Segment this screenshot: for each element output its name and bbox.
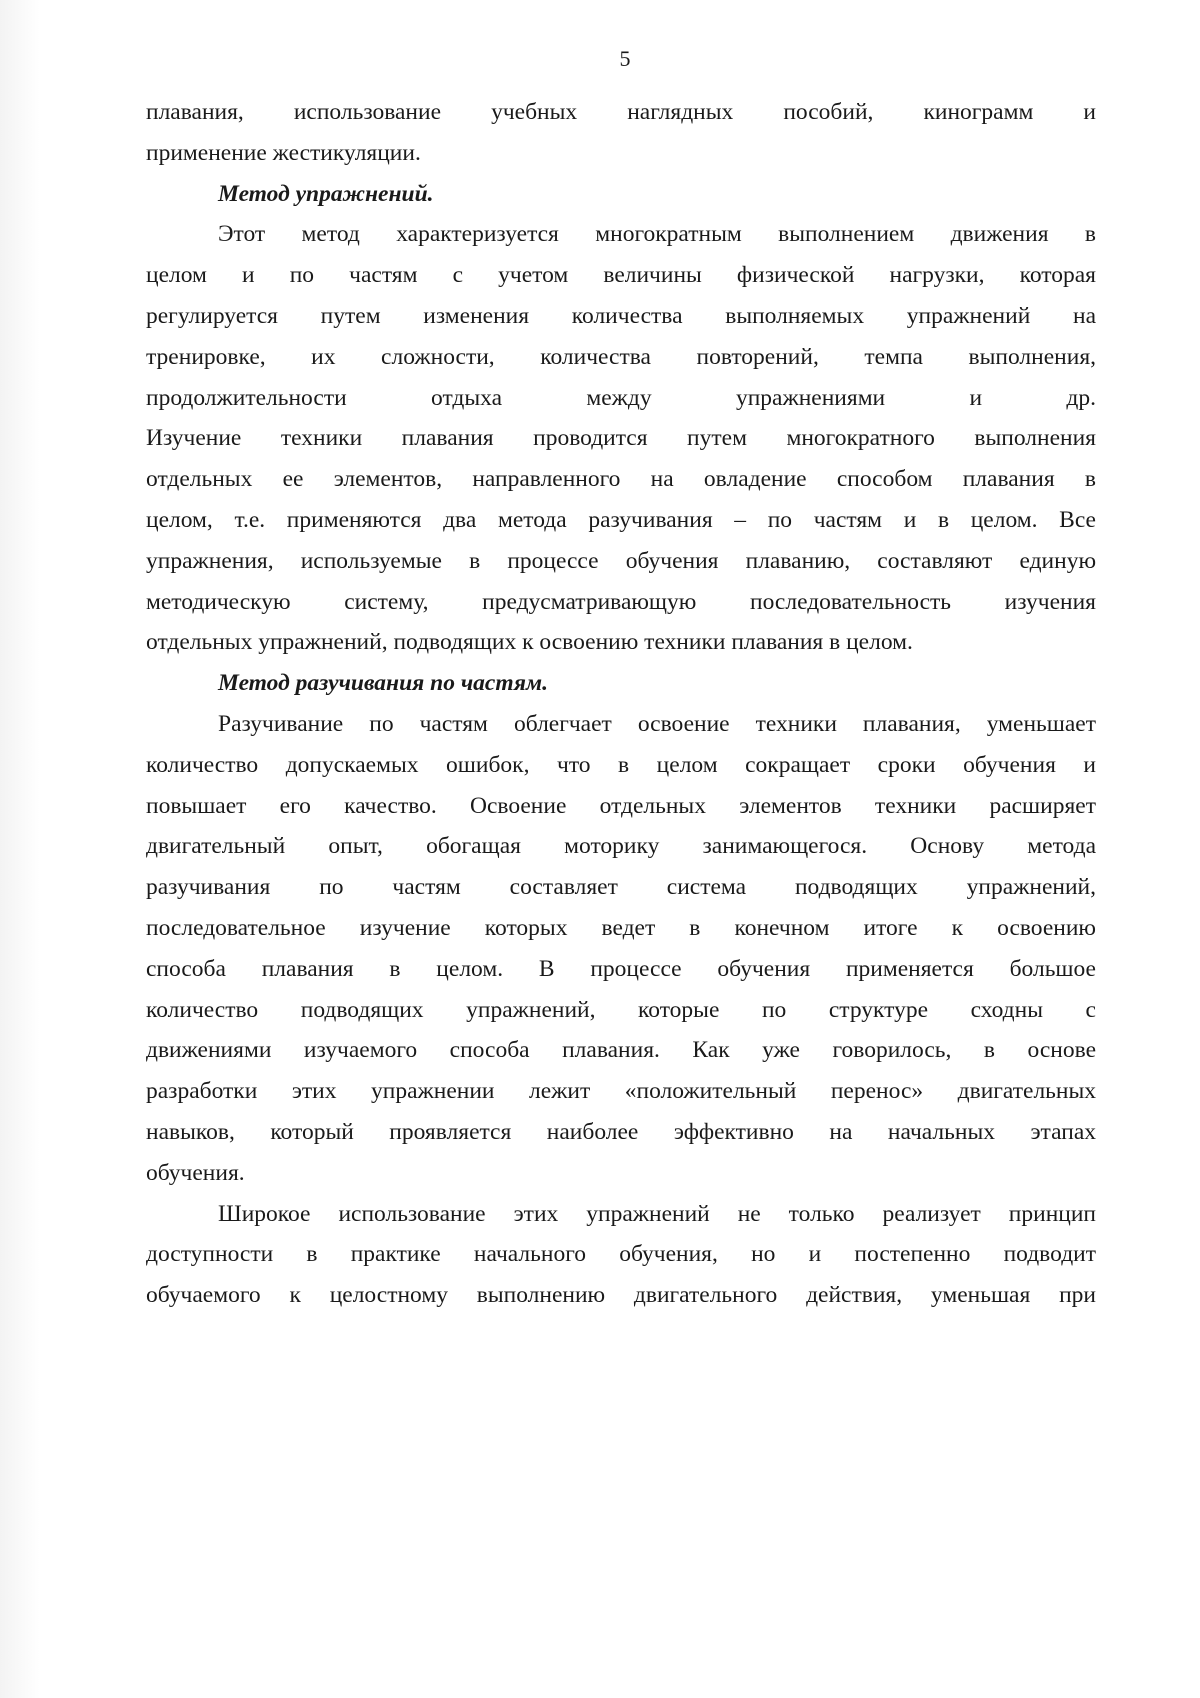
text-line: количество подводящих упражнений, которые по структуре сходны с: [146, 996, 1096, 1023]
text-line: двигательный опыт, обогащая моторику занимающегося. Основу метода: [146, 833, 1096, 860]
scan-edge: [0, 0, 40, 1698]
text-line: продолжительности отдыха между упражнениями и др.: [146, 384, 1096, 411]
text-line: разработки этих упражнении лежит «положительный перенос» двигательных: [146, 1078, 1096, 1105]
text-line: отдельных упражнений, подводящих к освоению техники плавания в целом.: [146, 629, 913, 656]
paragraph-wide-use: [146, 1194, 1096, 1316]
text-line: Изучение техники плавания проводится путем многократного выполнения: [146, 425, 1096, 452]
paragraph-parts: [146, 704, 1096, 1194]
paragraph-exercises: [146, 214, 1096, 663]
page-number: 5: [619, 46, 631, 71]
text-line: методическую систему, предусматривающую последовательность изучения: [146, 588, 1096, 615]
text-line: навыков, который проявляется наиболее эффективно на начальных этапах: [146, 1118, 1096, 1145]
text-line: обучения.: [146, 1159, 245, 1186]
text-line: тренировке, их сложности, количества повторений, темпа выполнения,: [146, 343, 1096, 370]
text-line: целом, т.е. применяются два метода разучивания – по частям и в целом. Все: [146, 506, 1096, 533]
text-line: применение жестикуляции.: [146, 139, 421, 166]
paragraph-intro: [146, 92, 1096, 174]
text-line: Разучивание по частям облегчает освоение техники плавания, уменьшает: [218, 710, 1096, 737]
text-line: доступности в практике начального обучения, но и постепенно подводит: [146, 1241, 1096, 1268]
text-line: обучаемого к целостному выполнению двигательного действия, уменьшая при: [146, 1282, 1096, 1309]
text-line: разучивания по частям составляет система подводящих упражнений,: [146, 874, 1096, 901]
text-line: Широкое использование этих упражнений не только реализует принцип: [218, 1200, 1096, 1227]
section-heading-parts: Метод разучивания по частям.: [218, 670, 549, 697]
text-line: последовательное изучение которых ведет в конечном итоге к освоению: [146, 914, 1096, 941]
text-line: количество допускаемых ошибок, что в целом сокращает сроки обучения и: [146, 751, 1096, 778]
text-line: движениями изучаемого способа плавания. Как уже говорилось, в основе: [146, 1037, 1096, 1064]
text-line: Этот метод характеризуется многократным выполнением движения в: [218, 221, 1096, 248]
text-line: повышает его качество. Освоение отдельных элементов техники расширяет: [146, 792, 1096, 819]
text-line: способа плавания в целом. В процессе обучения применяется большое: [146, 955, 1096, 982]
text-line: регулируется путем изменения количества выполняемых упражнений на: [146, 302, 1096, 329]
text-line: плавания, использование учебных наглядных пособий, кинограмм и: [146, 99, 1096, 125]
text-line: упражнения, используемые в процессе обучения плаванию, составляют единую: [146, 547, 1096, 574]
text-line: отдельных ее элементов, направленного на овладение способом плавания в: [146, 466, 1096, 493]
section-heading-exercises: Метод упражнений.: [218, 180, 434, 207]
body-text: [146, 92, 1096, 1316]
text-line: целом и по частям с учетом величины физической нагрузки, которая: [146, 262, 1096, 289]
